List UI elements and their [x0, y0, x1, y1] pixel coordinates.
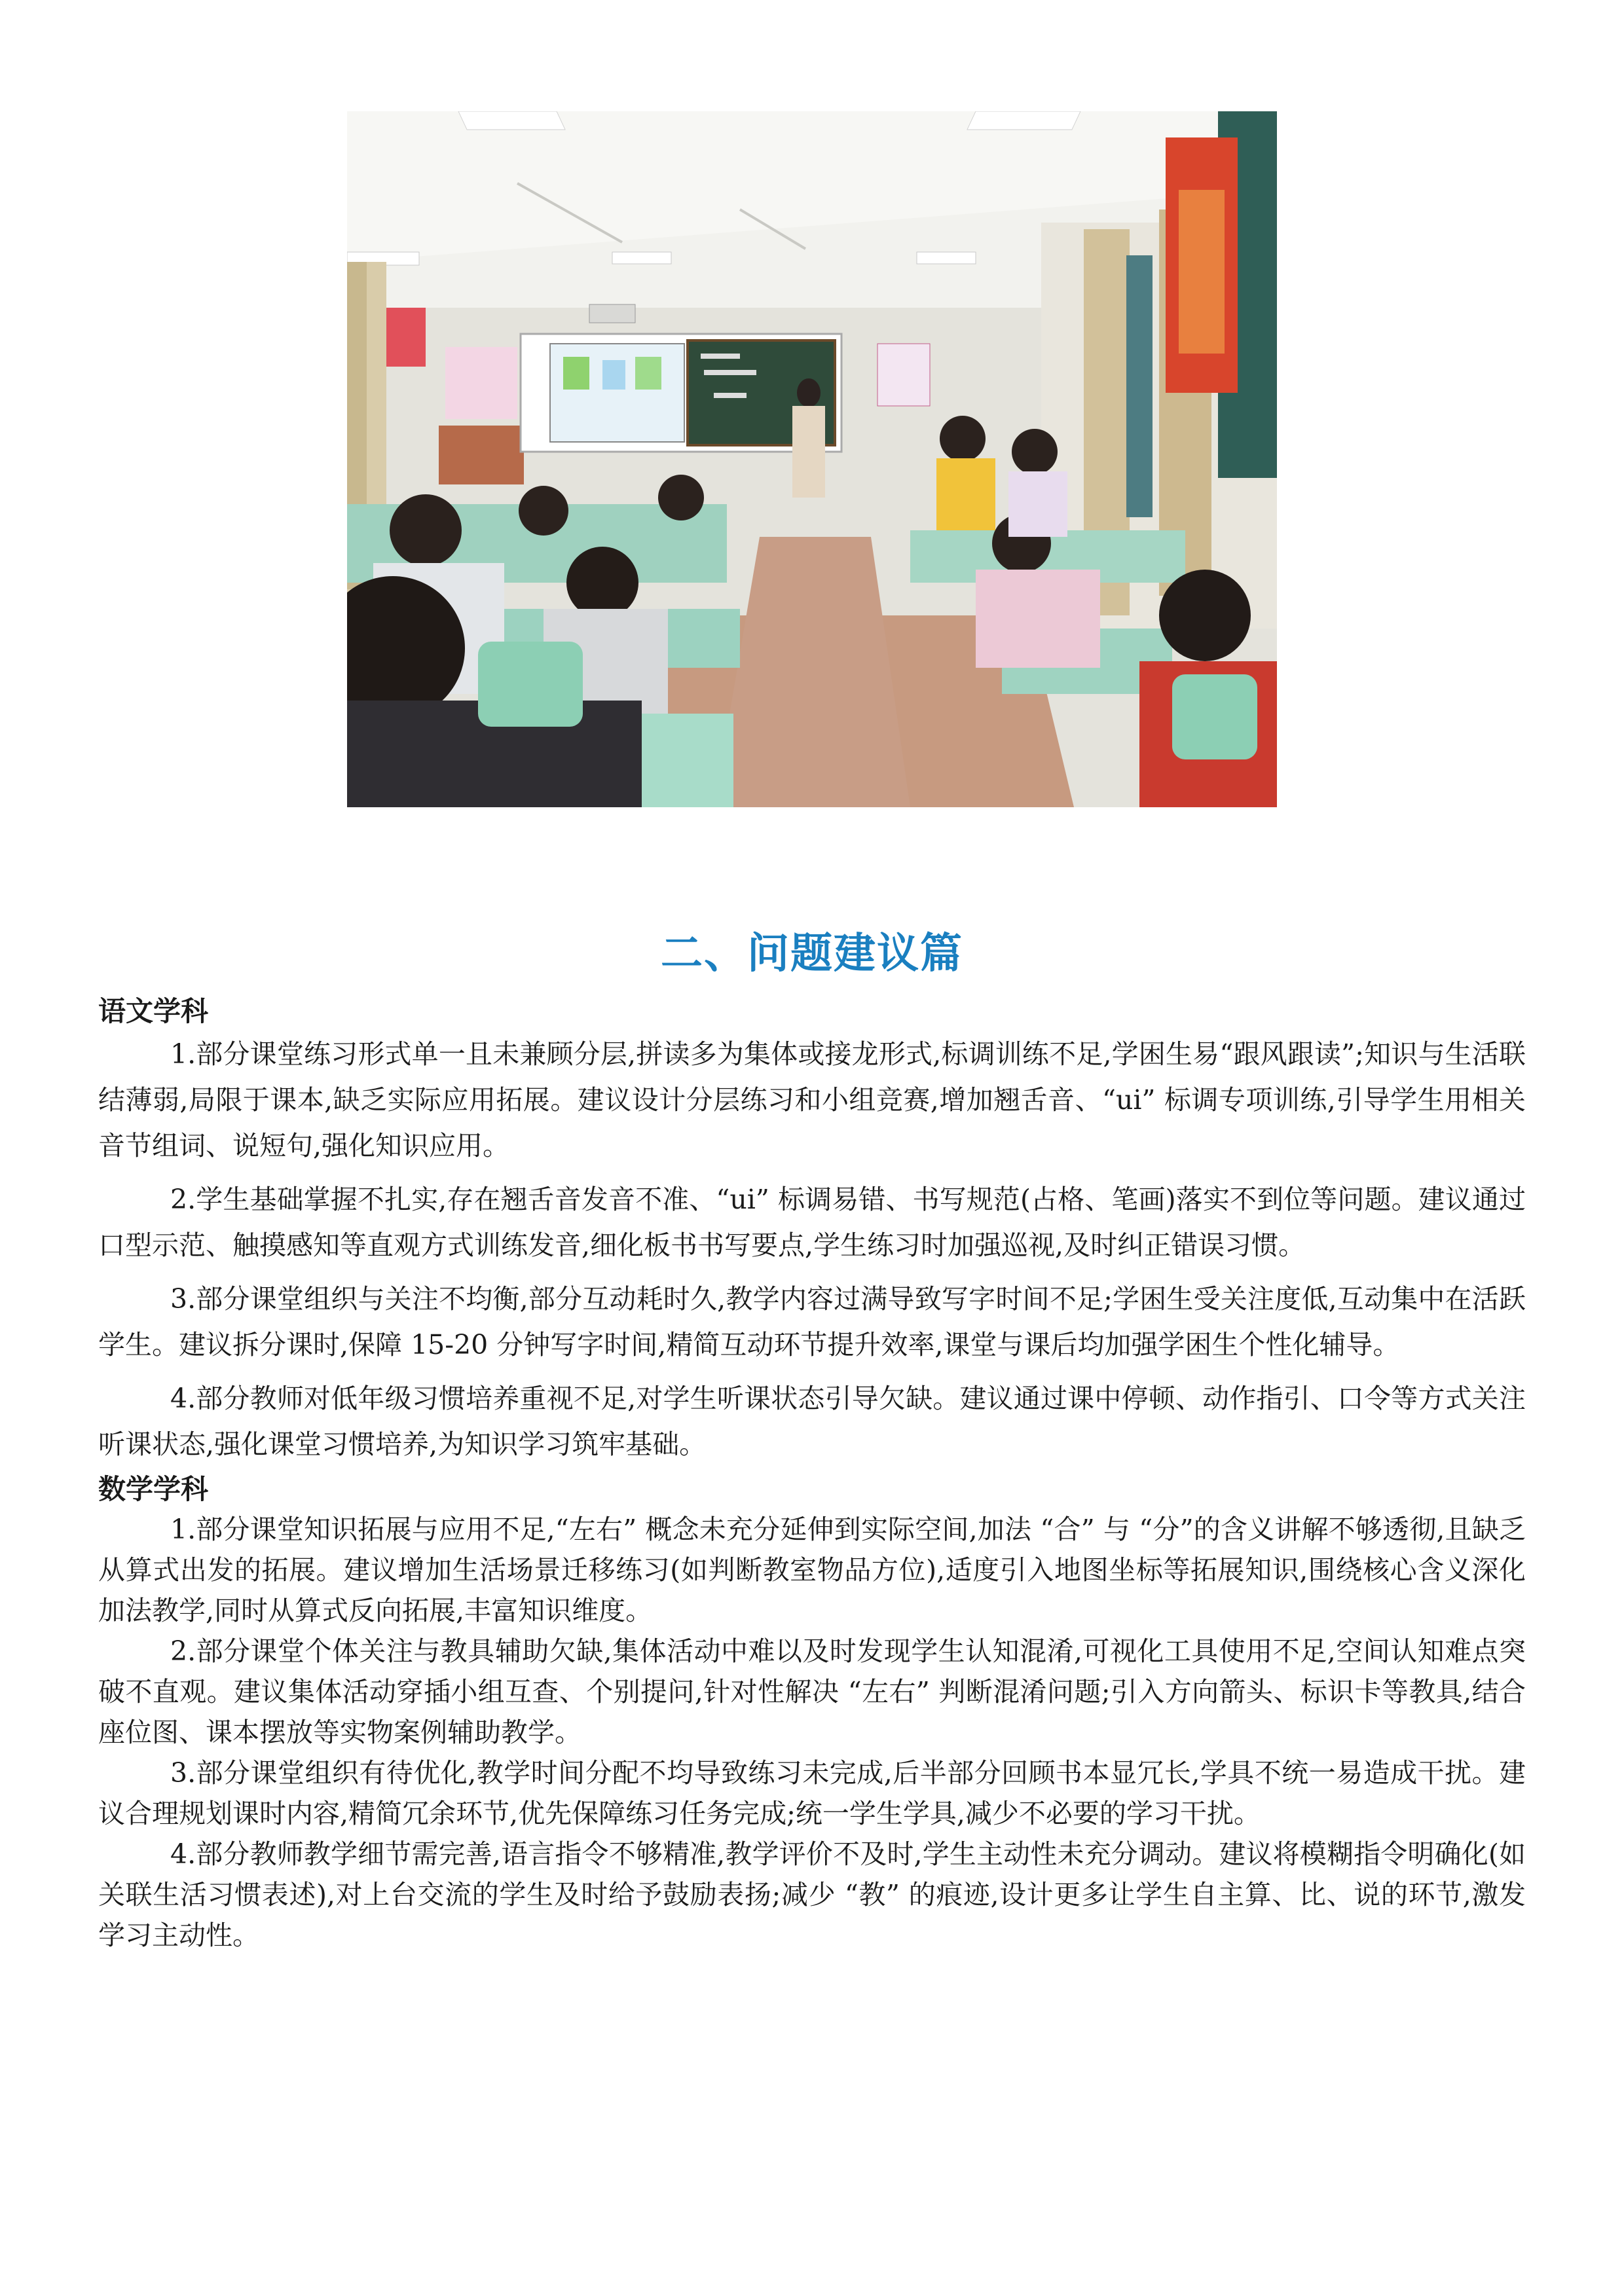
- section-title: 二、问题建议篇: [661, 930, 963, 978]
- math-item-4: 4.部分教师教学细节需完善,语言指令不够精准,教学评价不及时,学生主动性未充分调动。建议将模糊指令明确化(如关联生活习惯表述),对上台交流的学生及时给予鼓励表扬;减少 “教” 的痕迹,设计更多让学生自主算、比、说的环节,激发学习主动性。: [98, 1838, 1526, 1951]
- chinese-item-2: 2.学生基础掌握不扎实,存在翘舌音发音不准、“ui” 标调易错、书写规范(占格、笔画)落实不到位等问题。建议通过口型示范、触摸感知等直观方式训练发音,细化板书书写要点,学生练习时加强巡视,及时纠正错误习惯。: [98, 1184, 1526, 1261]
- classroom-photo: [347, 111, 1277, 807]
- chinese-heading: 语文学科: [98, 995, 209, 1027]
- chinese-item-4: 4.部分教师对低年级习惯培养重视不足,对学生听课状态引导欠缺。建议通过课中停顿、动作指引、口令等方式关注听课状态,强化课堂习惯培养,为知识学习筑牢基础。: [98, 1383, 1526, 1460]
- classroom-scene: [347, 111, 1277, 807]
- math-item-3: 3.部分课堂组织有待优化,教学时间分配不均导致练习未完成,后半部分回顾书本显冗长,学具不统一易造成干扰。建议合理规划课时内容,精简冗余环节,优先保障练习任务完成;统一学生学具,减少不必要的学习干扰。: [98, 1757, 1526, 1829]
- math-item-1: 1.部分课堂知识拓展与应用不足,“左右” 概念未充分延伸到实际空间,加法 “合” 与 “分”的含义讲解不够透彻,且缺乏从算式出发的拓展。建议增加生活场景迁移练习(如判断教室物品方位),适度引入地图坐标等拓展知识,围绕核心含义深化加法教学,同时从算式反向拓展,丰富知识维度。: [98, 1514, 1526, 1626]
- chinese-section: [98, 992, 1526, 1467]
- content-body: [98, 992, 1526, 1956]
- math-heading: 数学学科: [98, 1473, 209, 1505]
- math-item-2: 2.部分课堂个体关注与教具辅助欠缺,集体活动中难以及时发现学生认知混淆,可视化工具使用不足,空间认知难点突破不直观。建议集体活动穿插小组互查、个别提问,针对性解决 “左右” 判断混淆问题;引入方向箭头、标识卡等教具,结合座位图、课本摆放等实物案例辅助教学。: [98, 1635, 1526, 1748]
- math-section: [98, 1470, 1526, 1956]
- chinese-item-3: 3.部分课堂组织与关注不均衡,部分互动耗时久,教学内容过满导致写字时间不足;学困生受关注度低,互动集中在活跃学生。建议拆分课时,保障 15-20 分钟写字时间,精简互动环节提升效率,课堂与课后均加强学困生个性化辅导。: [98, 1283, 1526, 1360]
- chinese-item-1: 1.部分课堂练习形式单一且未兼顾分层,拼读多为集体或接龙形式,标调训练不足,学困生易“跟风跟读”;知识与生活联结薄弱,局限于课本,缺乏实际应用拓展。建议设计分层练习和小组竞赛,增加翘舌音、“ui” 标调专项训练,引导学生用相关音节组词、说短句,强化知识应用。: [98, 1038, 1526, 1161]
